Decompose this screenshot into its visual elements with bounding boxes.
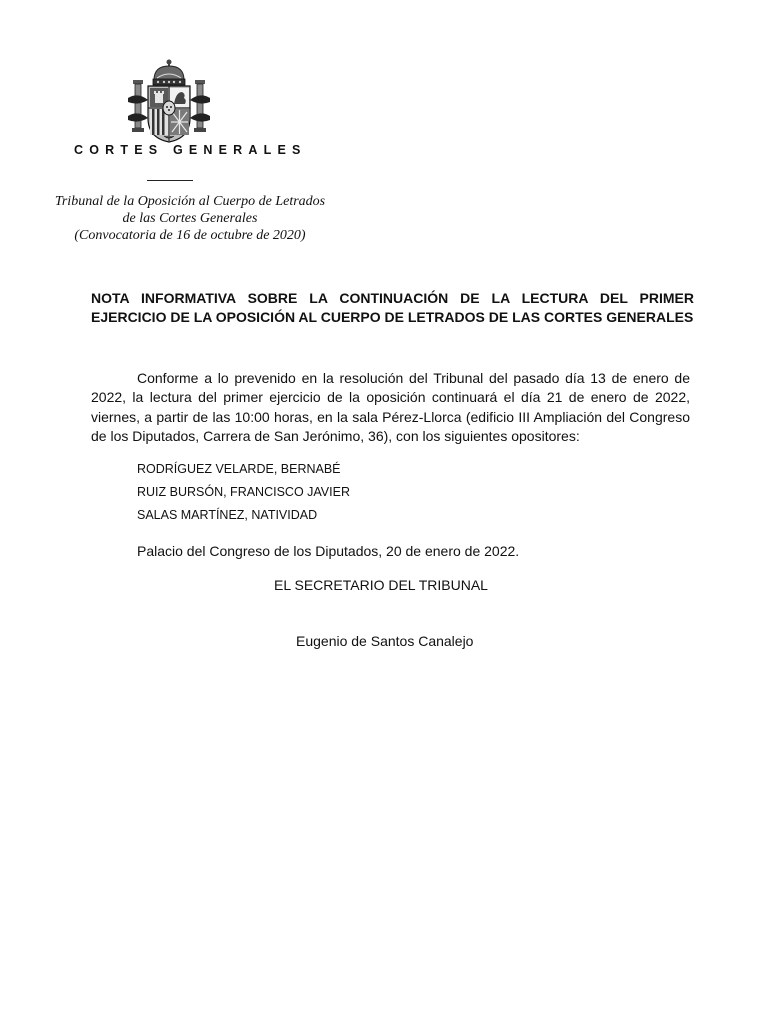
coat-of-arms-emblem bbox=[124, 58, 214, 146]
list-item: SALAS MARTÍNEZ, NATIVIDAD bbox=[137, 508, 318, 522]
body-paragraph: Conforme a lo prevenido en la resolución del Tribunal del pasado día 13 de enero de 2022, la lectura del primer ejercicio de la oposición continuará el día 21 de enero de 2022, viernes, a partir de las 10:00 horas, en la sala Pérez-Llorca (edificio III Ampliación del Congreso de los Diputados, Carrera de San Jerónimo, 36), con los siguientes opositores: bbox=[91, 370, 690, 444]
tribunal-line: Tribunal de la Oposición al Cuerpo de Letrados bbox=[54, 194, 326, 209]
crown-icon bbox=[153, 60, 185, 86]
right-pillar-icon bbox=[190, 80, 210, 132]
tribunal-line: (Convocatoria de 16 de octubre de 2020) bbox=[74, 228, 306, 243]
signature-name: Eugenio de Santos Canalejo bbox=[296, 633, 474, 649]
document-title: NOTA INFORMATIVA SOBRE LA CONTINUACIÓN DE LA LECTURA DEL PRIMER EJERCICIO DE LA OPOSICIÓN AL CUERPO DE LETRADOS DE LAS CORTES GENERALES bbox=[91, 290, 694, 325]
signature-role: EL SECRETARIO DEL TRIBUNAL bbox=[274, 577, 488, 593]
list-item: RODRÍGUEZ VELARDE, BERNABÉ bbox=[137, 462, 341, 476]
place-date: Palacio del Congreso de los Diputados, 20 de enero de 2022. bbox=[137, 543, 520, 559]
candidate-list bbox=[137, 460, 350, 529]
tribunal-heading bbox=[30, 193, 350, 244]
header-divider bbox=[147, 180, 193, 181]
tribunal-line: de las Cortes Generales bbox=[122, 211, 258, 226]
shield-icon bbox=[148, 86, 190, 142]
organization-name: CORTES GENERALES bbox=[74, 143, 307, 157]
list-item: RUIZ BURSÓN, FRANCISCO JAVIER bbox=[137, 485, 350, 499]
left-pillar-icon bbox=[128, 80, 148, 132]
